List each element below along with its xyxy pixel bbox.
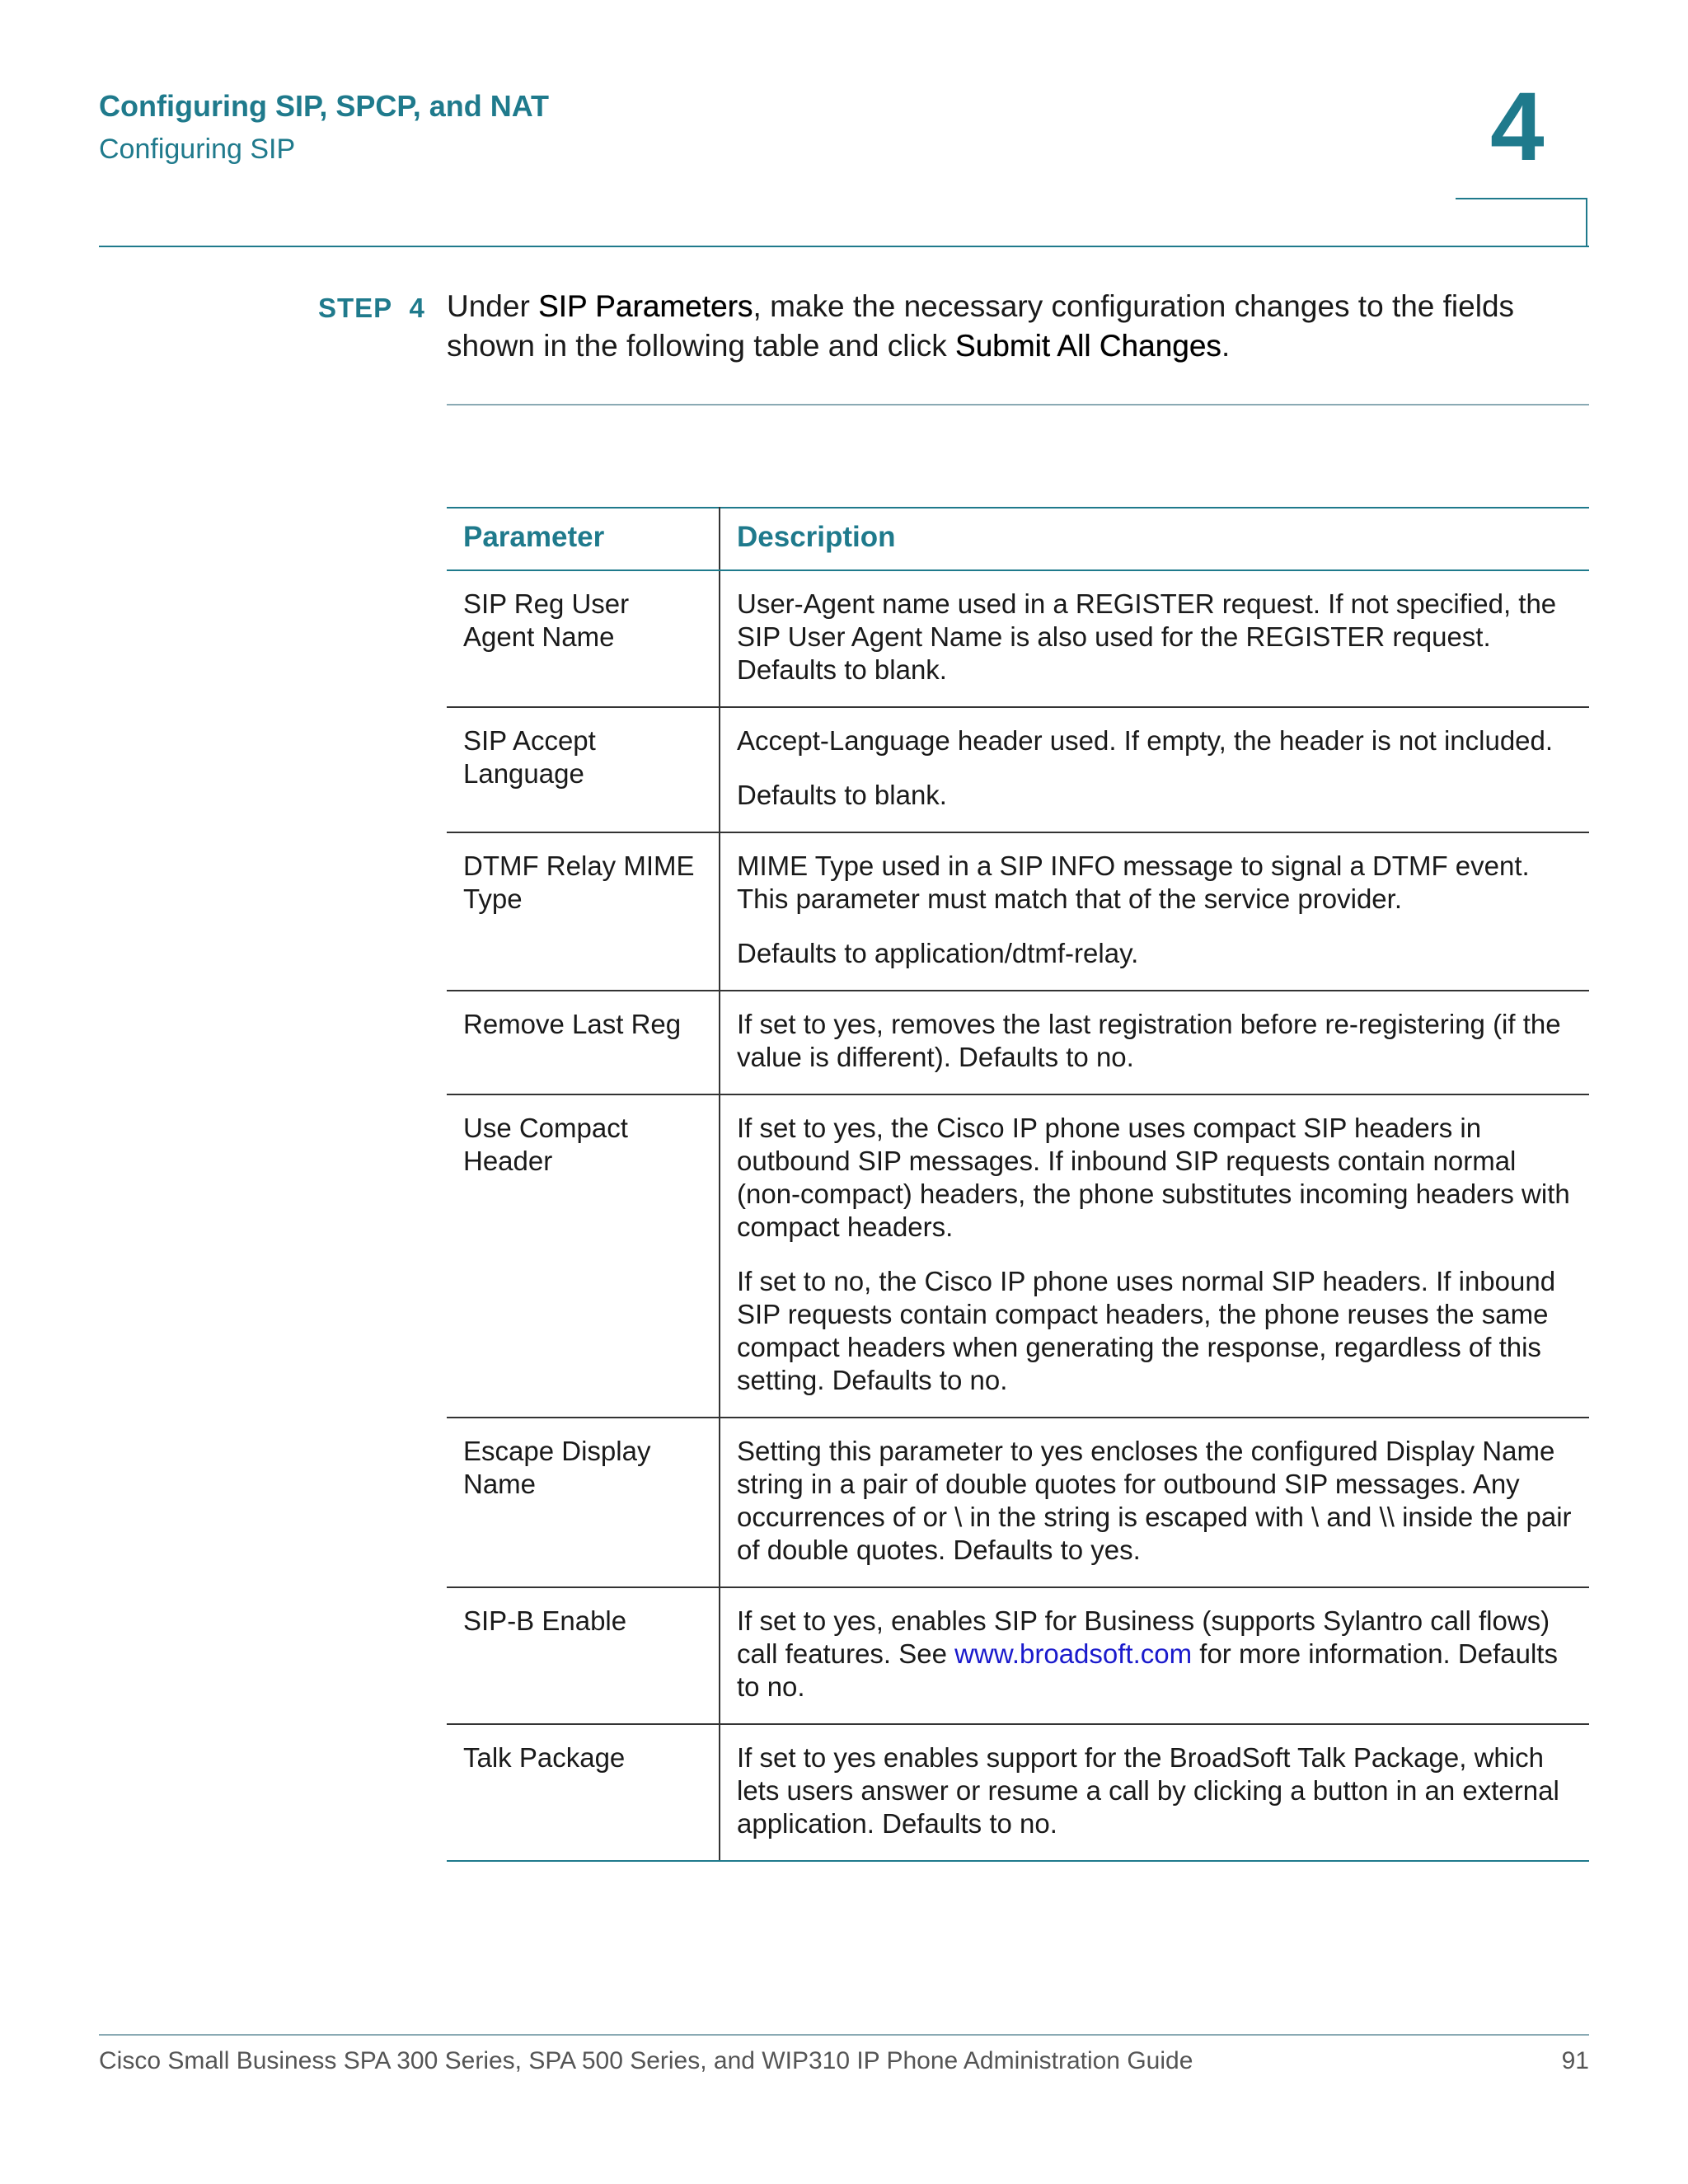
step-text-2: , make the necessary configuration changes to the fields shown in the following table and click [447, 289, 1515, 363]
parameter-cell: Remove Last Reg [447, 991, 720, 1094]
description-text: If set to yes enables support for the BroadSoft Talk Package, which lets users answer or resume a call by clicking a button in an external application. Defaults to no. [737, 1742, 1559, 1839]
description-default: Defaults to application/dtmf-relay. [737, 938, 1139, 968]
parameter-cell: SIP Accept Language [447, 707, 720, 832]
description-text: If set to yes, the Cisco IP phone uses compact SIP headers in outbound SIP messages. If inbound SIP requests contain normal (non-compact) headers, the phone substitutes incoming headers with compact headers. [737, 1113, 1570, 1242]
chapter-title: Configuring SIP, SPCP, and NAT [99, 89, 550, 123]
step-label [318, 293, 425, 324]
table-row [447, 1094, 1589, 1418]
section-title: Configuring SIP [99, 134, 296, 165]
description-cell [720, 1724, 1589, 1861]
description-cell [720, 570, 1589, 707]
description-cell [720, 707, 1589, 832]
table-row [447, 707, 1589, 832]
parameter-cell: SIP-B Enable [447, 1587, 720, 1724]
description-cell [720, 1418, 1589, 1587]
parameter-table [447, 507, 1589, 1862]
column-header-description: Description [720, 508, 1589, 570]
step-text-3: . [1221, 329, 1231, 363]
description-text [737, 1605, 1573, 1704]
footer-text: Cisco Small Business SPA 300 Series, SPA 500 Series, and WIP310 IP Phone Administration Guide [99, 2047, 1193, 2074]
step-instruction [447, 287, 1592, 366]
chapter-tab-box [1456, 198, 1587, 246]
broadsoft-link[interactable]: www.broadsoft.com [954, 1638, 1193, 1669]
description-text: Setting this parameter to yes encloses the configured Display Name string in a pair of double quotes for outbound SIP messages. Any occurrences of or \ in the string is escaped with \ and \\ inside the pair of double quotes. Defaults to yes. [737, 1436, 1572, 1565]
chapter-number: 4 [1490, 73, 1545, 181]
description-text-pre: If set to yes, enables SIP for Business (supports Sylantro call flows) call features. See [737, 1605, 1550, 1669]
table-row [447, 570, 1589, 707]
parameter-cell: Talk Package [447, 1724, 720, 1861]
description-cell [720, 991, 1589, 1094]
description-default: Defaults to blank. [737, 780, 947, 810]
description-text: Accept-Language header used. If empty, the header is not included. [737, 725, 1554, 756]
header-rule [99, 246, 1589, 247]
column-header-parameter: Parameter [447, 508, 720, 570]
description-text: If set to yes, removes the last registration before re-registering (if the value is different). Defaults to no. [737, 1009, 1561, 1072]
parameter-cell: Use Compact Header [447, 1094, 720, 1418]
step-word: STEP [318, 293, 393, 323]
description-text: MIME Type used in a SIP INFO message to signal a DTMF event. This parameter must match that of the service provider. [737, 851, 1530, 914]
table-row [447, 832, 1589, 991]
table-row [447, 1587, 1589, 1724]
footer-rule [99, 2034, 1589, 2036]
description-text: User-Agent name used in a REGISTER request. If not specified, the SIP User Agent Name is also used for the REGISTER request. Defaults to blank. [737, 588, 1557, 685]
description-text: If set to no, the Cisco IP phone uses normal SIP headers. If inbound SIP requests contain compact headers, the phone reuses the same compact headers when generating the response, regardless of this setting. Defaults to no. [737, 1266, 1556, 1395]
step-rule [447, 404, 1589, 405]
table-row [447, 1724, 1589, 1861]
step-text-1: Under [447, 289, 539, 323]
parameter-cell: SIP Reg User Agent Name [447, 570, 720, 707]
page-number: 91 [1561, 2047, 1589, 2074]
sip-parameters-ref: SIP Parameters [538, 289, 753, 323]
parameter-cell: Escape Display Name [447, 1418, 720, 1587]
table-row [447, 991, 1589, 1094]
description-cell [720, 1587, 1589, 1724]
table-header-row [447, 508, 1589, 570]
submit-all-changes-ref: Submit All Changes [955, 329, 1221, 363]
description-text-post: for more information. Defaults to no. [737, 1638, 1558, 1702]
step-number: 4 [409, 293, 425, 323]
description-cell [720, 1094, 1589, 1418]
parameter-cell: DTMF Relay MIME Type [447, 832, 720, 991]
table-row [447, 1418, 1589, 1587]
description-cell [720, 832, 1589, 991]
